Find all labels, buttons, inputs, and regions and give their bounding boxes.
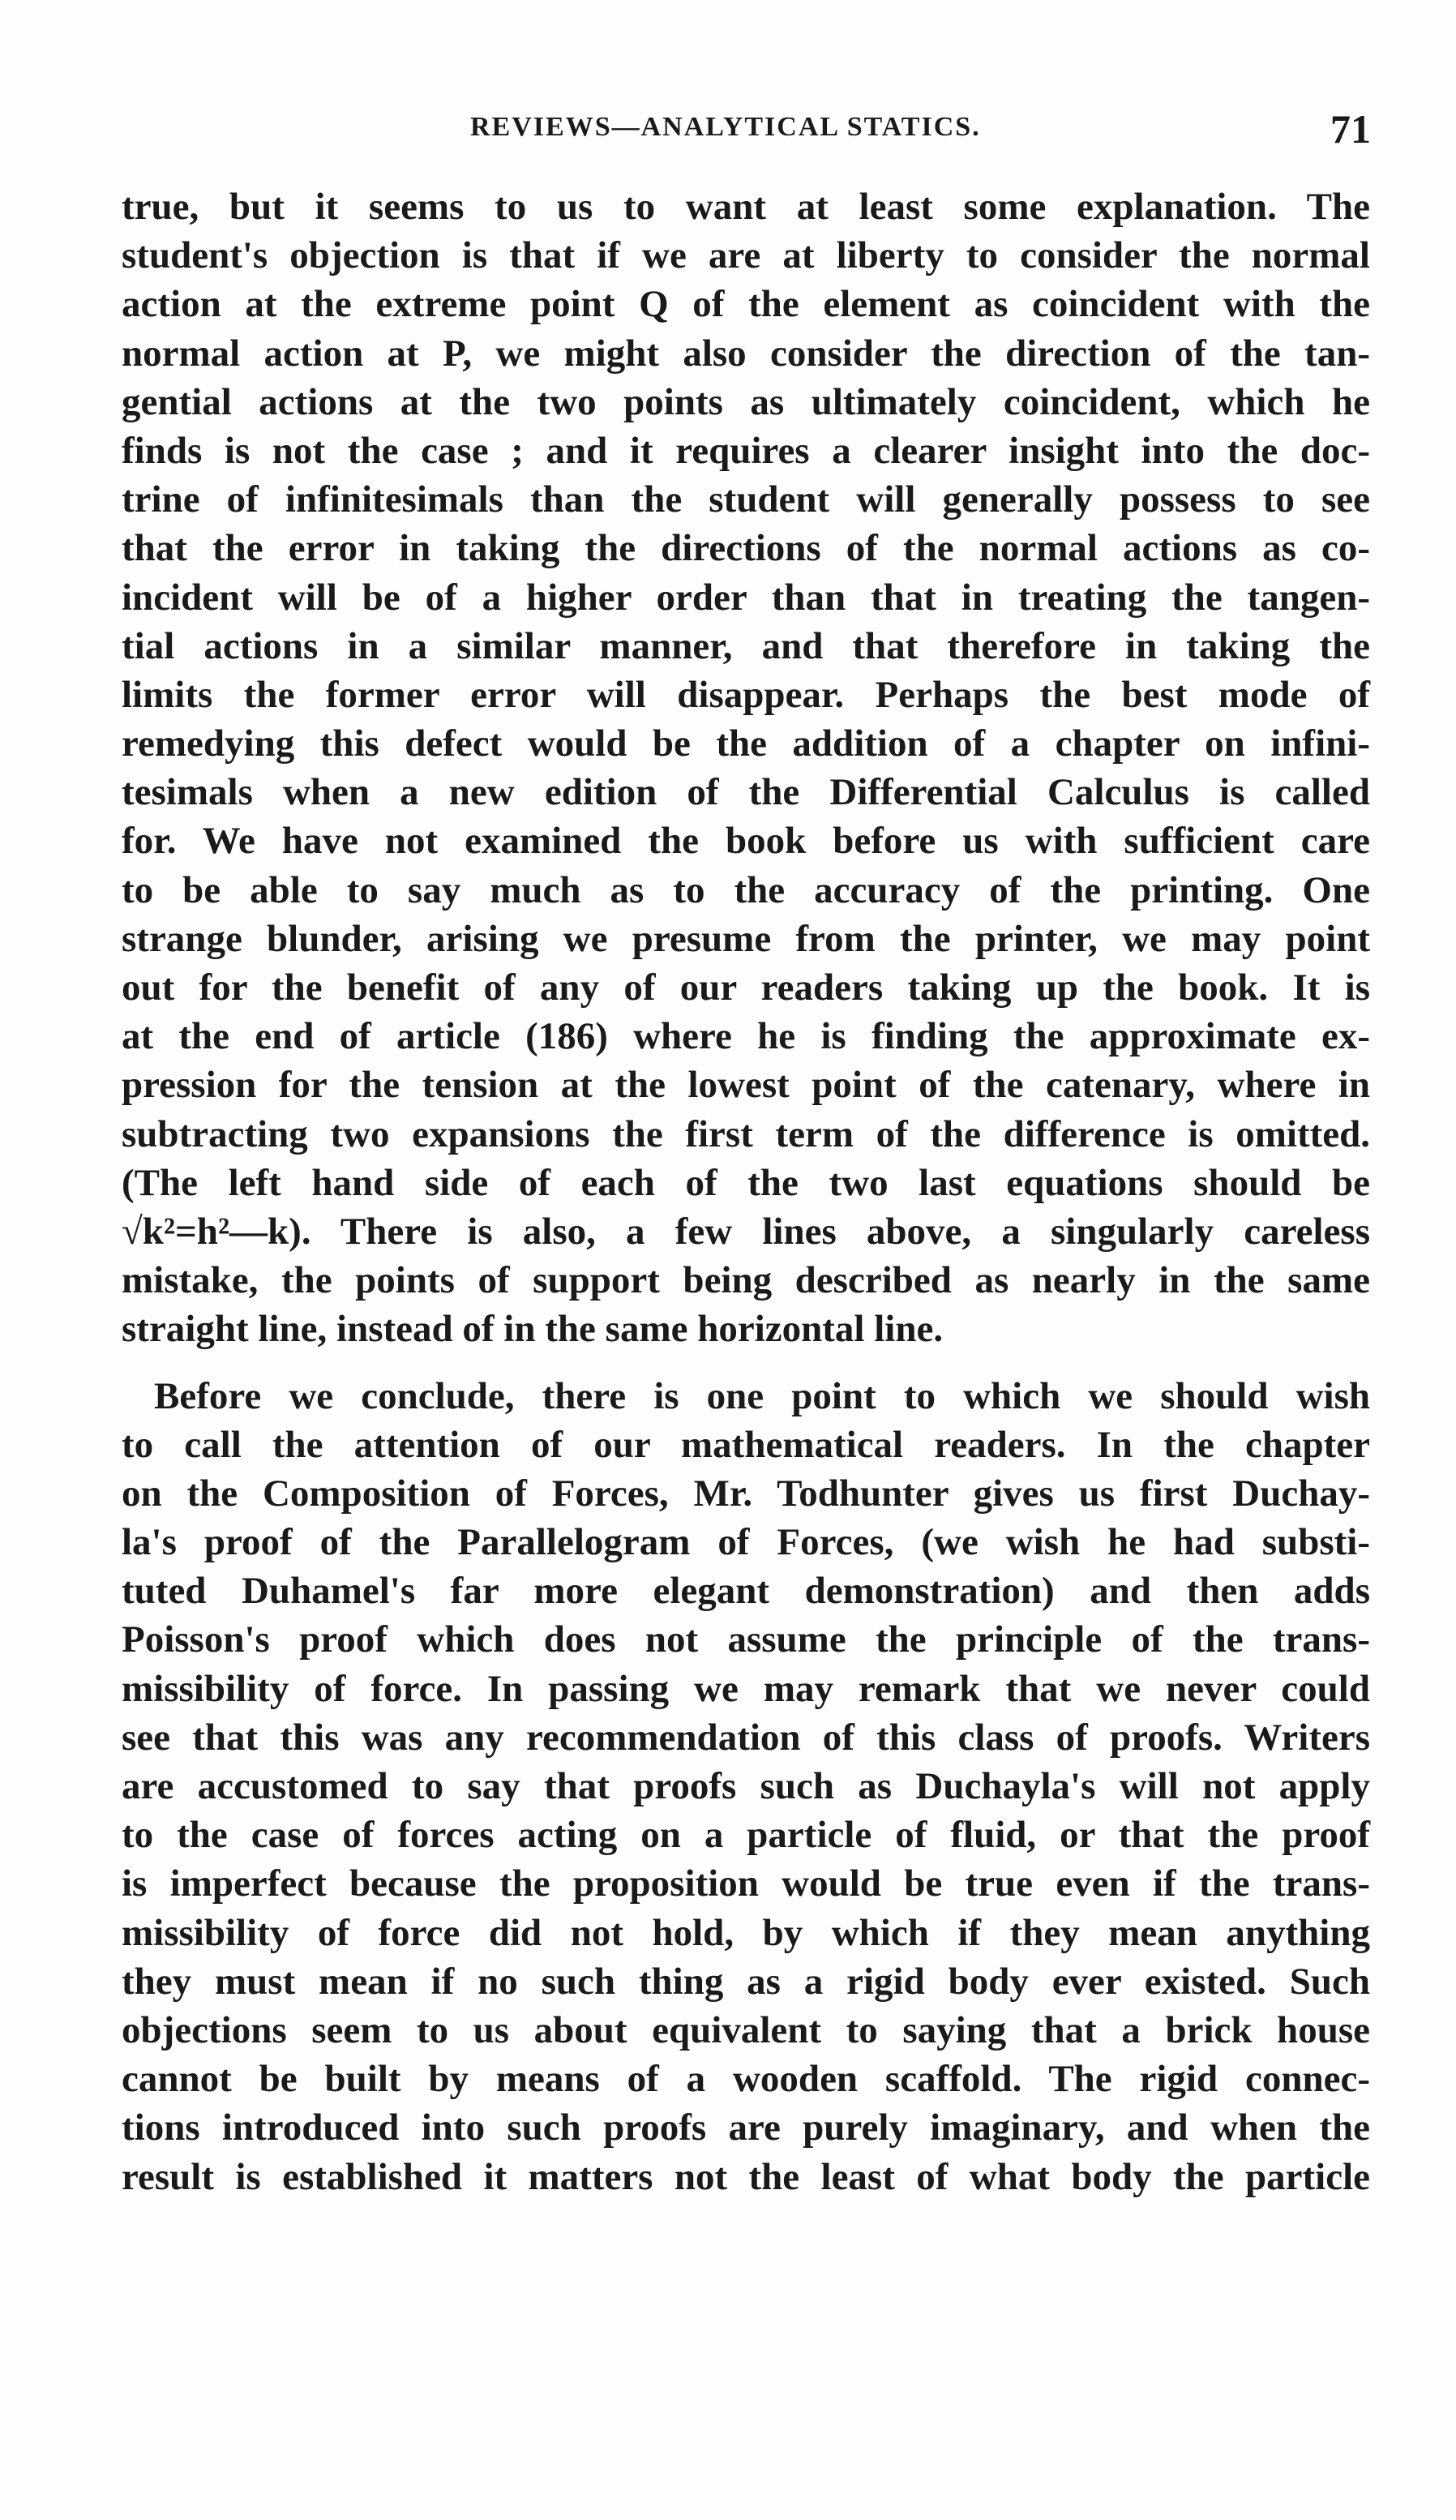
text-line: tial actions in a similar manner, and that therefore in taking the bbox=[122, 624, 1370, 667]
text-line: student's objection is that if we are at liberty to consider the normal bbox=[122, 234, 1370, 277]
text-line: are accustomed to say that proofs such as Duchayla's will not apply bbox=[122, 1765, 1370, 1807]
text-line: to be able to say much as to the accuracy of the printing. One bbox=[122, 868, 1370, 911]
text-line: mistake, the points of support being described as nearly in the same bbox=[122, 1259, 1370, 1302]
text-line: finds is not the case ; and it requires a clearer insight into the doc- bbox=[122, 429, 1370, 472]
text-line: missibility of force did not hold, by which if they mean anything bbox=[122, 1911, 1370, 1954]
text-line: tesimals when a new edition of the Differential Calculus is called bbox=[122, 771, 1370, 814]
text-line: la's proof of the Parallelogram of Forces, (we wish he had substi- bbox=[122, 1521, 1370, 1564]
running-head bbox=[122, 106, 1371, 161]
text-line: that the error in taking the directions of the normal actions as co- bbox=[122, 527, 1370, 570]
text-line: see that this was any recommendation of this class of proofs. Writers bbox=[122, 1716, 1370, 1759]
text-line: missibility of force. In passing we may remark that we never could bbox=[122, 1667, 1370, 1710]
text-line: on the Composition of Forces, Mr. Todhunter gives us first Duchay- bbox=[122, 1472, 1370, 1515]
text-line: is imperfect because the proposition would be true even if the trans- bbox=[122, 1862, 1370, 1905]
text-line: remedying this defect would be the addition of a chapter on infini- bbox=[122, 722, 1370, 765]
text-line: they must mean if no such thing as a rigid body ever existed. Such bbox=[122, 1960, 1370, 2003]
text-line: gential actions at the two points as ultimately coincident, which he bbox=[122, 380, 1370, 423]
text-line: action at the extreme point Q of the element as coincident with the bbox=[122, 283, 1370, 326]
text-line: subtracting two expansions the first term of the difference is omitted. bbox=[122, 1112, 1370, 1155]
text-line: Poisson's proof which does not assume the principle of the trans- bbox=[122, 1618, 1370, 1661]
text-line: trine of infinitesimals than the student will generally possess to see bbox=[122, 478, 1370, 521]
text-line: cannot be built by means of a wooden scaffold. The rigid connec- bbox=[122, 2058, 1370, 2101]
text-line: at the end of article (186) where he is finding the approximate ex- bbox=[122, 1015, 1370, 1058]
text-line: out for the benefit of any of our readers taking up the book. It is bbox=[122, 966, 1370, 1009]
text-line: tions introduced into such proofs are purely imaginary, and when the bbox=[122, 2106, 1370, 2149]
text-line: for. We have not examined the book before us with sufficient care bbox=[122, 820, 1370, 863]
text-line: to the case of forces acting on a particle of fluid, or that the proof bbox=[122, 1814, 1370, 1857]
paragraph-2 bbox=[122, 1372, 1370, 2201]
text-line: tuted Duhamel's far more elegant demonstration) and then adds bbox=[122, 1570, 1370, 1613]
text-line: (The left hand side of each of the two last equations should be bbox=[122, 1161, 1370, 1204]
paragraph-gap bbox=[122, 1354, 1370, 1372]
text-line: limits the former error will disappear. Perhaps the best mode of bbox=[122, 673, 1370, 716]
page-number: 71 bbox=[1330, 106, 1371, 152]
text-line: result is established it matters not the least of what body the particle bbox=[122, 2155, 1370, 2198]
paragraph-1 bbox=[122, 182, 1370, 1354]
text-line: true, but it seems to us to want at least some explanation. The bbox=[122, 186, 1370, 228]
running-title: REVIEWS—ANALYTICAL STATICS. bbox=[470, 112, 981, 142]
text-line: incident will be of a higher order than that in treating the tangen- bbox=[122, 576, 1370, 619]
text-line: straight line, instead of in the same horizontal line. bbox=[122, 1308, 944, 1351]
text-line: pression for the tension at the lowest point of the catenary, where in bbox=[122, 1064, 1370, 1107]
text-line: normal action at P, we might also consider the direction of the tan- bbox=[122, 332, 1370, 375]
text-line: strange blunder, arising we presume from the printer, we may point bbox=[122, 917, 1370, 960]
text-line: to call the attention of our mathematical readers. In the chapter bbox=[122, 1423, 1370, 1466]
body-text bbox=[122, 182, 1370, 2201]
text-line: Before we conclude, there is one point to which we should wish bbox=[154, 1374, 1370, 1417]
text-line: objections seem to us about equivalent to saying that a brick house bbox=[122, 2008, 1370, 2051]
text-line: √k²=h²—k). There is also, a few lines above, a singularly careless bbox=[122, 1210, 1370, 1253]
